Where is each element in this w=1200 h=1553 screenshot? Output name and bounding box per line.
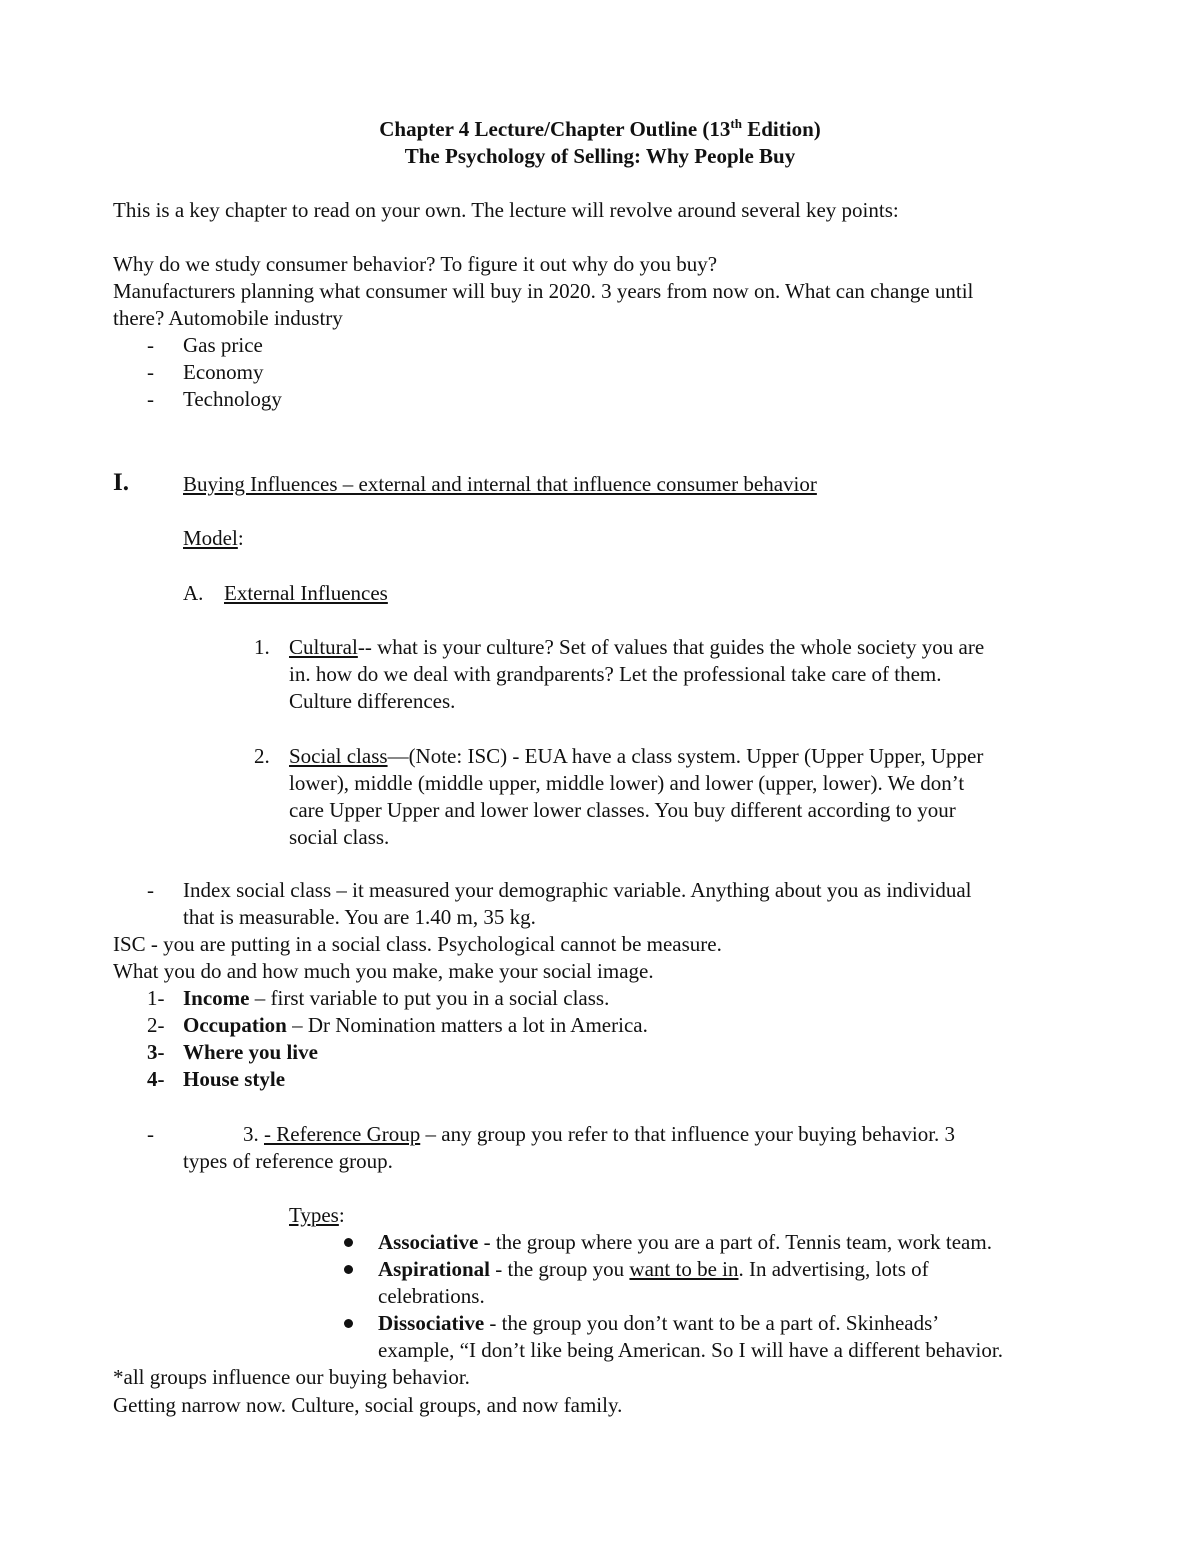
model-label: Model: — [183, 526, 244, 550]
types-label: Types: — [289, 1203, 345, 1227]
subsection-title: External Influences — [224, 581, 388, 605]
type-aspirational-line-2: celebrations. — [378, 1284, 485, 1308]
social-image-line: What you do and how much you make, make your social image. — [113, 959, 654, 983]
index-social-line-1: Index social class – it measured your demographic variable. Anything about you as individual — [183, 878, 972, 902]
variable-item: House style — [183, 1067, 286, 1091]
social-class-line-3: care Upper Upper and lower lower classes. You buy different according to your — [289, 798, 956, 822]
subsection-marker: A. — [183, 581, 204, 605]
type-associative: Associative - the group where you are a part of. Tennis team, work team. — [378, 1230, 992, 1254]
type-dissociative: Dissociative - the group you don’t want to be a part of. Skinheads’ — [378, 1311, 940, 1335]
manufacturers-line-2: there? Automobile industry — [113, 306, 343, 330]
variable-number: 2- — [147, 1013, 165, 1037]
list-dash: - — [147, 360, 154, 384]
isc-note: ISC - you are putting in a social class. Psychological cannot be measure. — [113, 932, 722, 956]
section-heading: Buying Influences – external and internal that influence consumer behavior — [183, 472, 817, 496]
type-aspirational: Aspirational - the group you want to be in. In advertising, lots of — [378, 1257, 929, 1281]
why-question: Why do we study consumer behavior? To figure it out why do you buy? — [113, 252, 718, 276]
list-dash: - — [147, 387, 154, 411]
variable-number: 4- — [147, 1067, 165, 1091]
index-social-line-2: that is measurable. You are 1.40 m, 35 kg. — [183, 905, 536, 929]
list-item: Economy — [183, 360, 264, 384]
getting-narrow-line: Getting narrow now. Culture, social groups, and now family. — [113, 1393, 623, 1417]
cultural-line-1: Cultural-- what is your culture? Set of values that guides the whole society you are — [289, 635, 985, 659]
variable-item: Where you live — [183, 1040, 318, 1064]
variable-item: Income – first variable to put you in a social class. — [183, 986, 610, 1010]
social-class-line-1: Social class—(Note: ISC) - EUA have a class system. Upper (Upper Upper, Upper — [289, 744, 984, 768]
list-dash: - — [147, 333, 154, 357]
social-class-line-4: social class. — [289, 825, 390, 849]
cultural-line-2: in. how do we deal with grandparents? Let the professional take care of them. — [289, 662, 942, 686]
manufacturers-line-1: Manufacturers planning what consumer will buy in 2020. 3 years from now on. What can change until — [113, 279, 974, 303]
document-subtitle: The Psychology of Selling: Why People Buy — [404, 144, 796, 168]
list-item: Technology — [183, 387, 282, 411]
item-number: 1. — [254, 635, 270, 659]
list-dash: - — [147, 878, 154, 902]
section-numeral: I. — [113, 469, 129, 496]
document-title: Chapter 4 Lecture/Chapter Outline (13th Edition) — [379, 116, 821, 141]
all-groups-note: *all groups influence our buying behavior. — [113, 1365, 470, 1389]
social-class-line-2: lower), middle (middle upper, middle lower) and lower (upper, lower). We don’t — [289, 771, 965, 795]
variable-number: 3- — [147, 1040, 165, 1064]
list-dash: - — [147, 1122, 154, 1146]
title-superscript: th — [730, 116, 742, 131]
intro-paragraph: This is a key chapter to read on your own. The lecture will revolve around several key points: — [113, 198, 899, 222]
variable-item: Occupation – Dr Nomination matters a lot in America. — [183, 1013, 648, 1037]
bullet-icon — [344, 1265, 353, 1274]
bullet-icon — [344, 1238, 353, 1247]
type-dissociative-line-2: example, “I don’t like being American. So I will have a different behavior. — [378, 1338, 1003, 1362]
list-item: Gas price — [183, 333, 263, 357]
item-number: 2. — [254, 744, 270, 768]
bullet-icon — [344, 1319, 353, 1328]
cultural-line-3: Culture differences. — [289, 689, 456, 713]
reference-group-line-1: 3. - Reference Group – any group you refer to that influence your buying behavior. 3 — [243, 1122, 956, 1146]
variable-number: 1- — [147, 986, 165, 1010]
reference-group-line-2: types of reference group. — [183, 1149, 393, 1173]
